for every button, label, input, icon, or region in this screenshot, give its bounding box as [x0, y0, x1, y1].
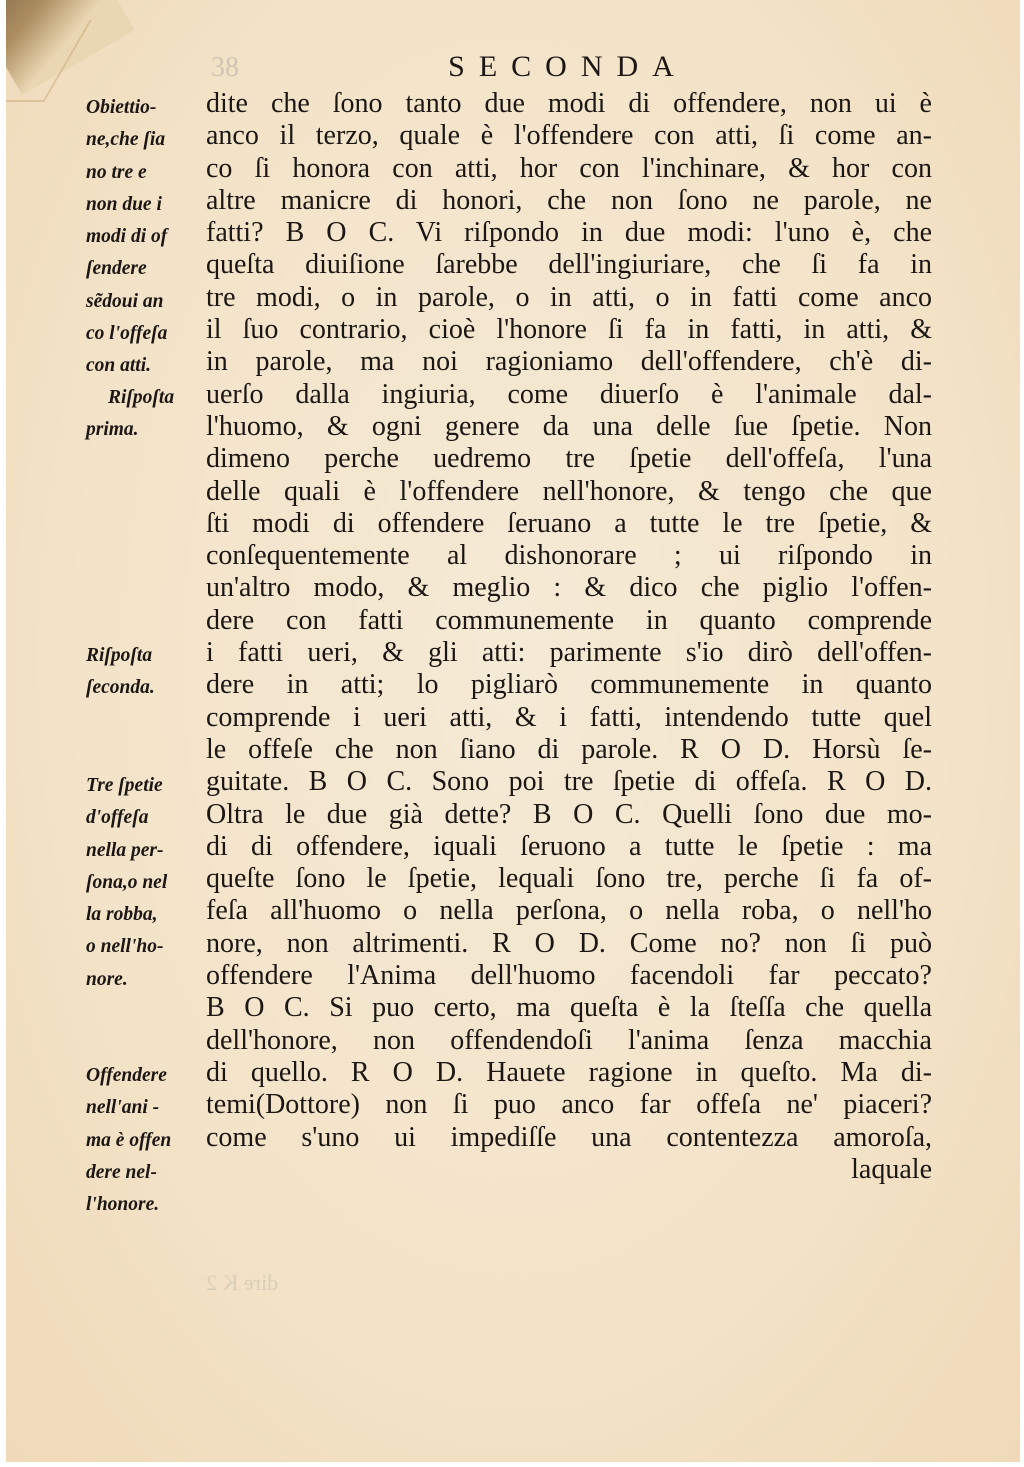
margin-note-line: prima. — [86, 419, 139, 441]
text-line: il ſuo contrario, cioè l'honore ſi fa in fatti, in atti, & — [206, 314, 932, 346]
text-line: in parole, ma noi ragioniamo dell'offendere, ch'è di- — [206, 346, 932, 378]
text-line: comprende i ueri atti, & i fatti, intendendo tutte quel — [206, 701, 932, 733]
text-line: queſte ſono le ſpetie, lequali ſono tre, perche ſi fa of- — [206, 863, 932, 895]
margin-note-line: l'honore. — [86, 1194, 160, 1216]
text-line: un'altro modo, & meglio : & dico che piglio l'offen- — [206, 572, 932, 604]
text-line: di di offendere, iquali ſeruono a tutte le ſpetie : ma — [206, 830, 932, 862]
text-line: delle quali è l'offendere nell'honore, & tengo che que — [206, 475, 932, 507]
margin-note-line: nell'ani - — [86, 1097, 160, 1119]
text-line: uerſo dalla ingiuria, come diuerſo è l'animale dal- — [206, 378, 932, 410]
text-line: conſequentemente al dishonorare ; ui riſpondo in — [206, 540, 932, 572]
catchword: laquale — [851, 1153, 932, 1185]
text-line: altre manicre di honori, che non ſono ne parole, ne — [206, 184, 932, 216]
margin-note-first-answer — [86, 382, 198, 447]
margin-note-three-species — [86, 770, 198, 996]
text-line: come s'uno ui impediſſe una contentezza amoroſa, — [206, 1121, 932, 1153]
running-title: SECONDA — [448, 50, 688, 83]
margin-note-line: la robba, — [86, 904, 158, 926]
text-line: dere con fatti communemente in quanto comprende — [206, 604, 932, 636]
margin-note-line: Offendere — [86, 1065, 167, 1086]
text-line: dere in atti; lo pigliarò communemente in quanto — [206, 669, 932, 701]
text-line: temi(Dottore) non ſi puo anco far offeſa ne' piaceri? — [206, 1089, 932, 1121]
margin-note-line: dere nel- — [86, 1161, 157, 1183]
margin-note-line: nore. — [86, 968, 128, 990]
show-through-page-number: 38 — [211, 52, 239, 83]
text-line: dimeno perche uedremo tre ſpetie dell'offeſa, l'una — [206, 443, 932, 475]
text-line: nore, non altrimenti. R O D. Come no? non ſi può — [206, 927, 932, 959]
show-through-footer: dire K 2 — [206, 1270, 279, 1295]
margin-note-second-answer — [86, 640, 198, 705]
text-line: queſta diuiſione ſarebbe dell'ingiuriare, che ſi fa in — [206, 249, 932, 281]
text-line: di quello. R O D. Hauete ragione in queſto. Ma di- — [206, 1056, 932, 1088]
margin-note-line: nella per- — [86, 839, 164, 861]
margin-note-line: ſona,o nel — [86, 871, 168, 893]
text-line: offendere l'Anima dell'huomo facendoli far peccato? — [206, 960, 932, 992]
margin-note-line: o nell'ho- — [86, 936, 164, 958]
text-line: anco il terzo, quale è l'offendere con atti, ſi come an- — [206, 120, 932, 152]
text-line: B O C. Si puo certo, ma queſta è la ſteſſa che quella — [206, 992, 932, 1024]
margin-note-line: Riſpoſta — [108, 387, 175, 408]
margin-note-line: Obiettio- — [86, 97, 157, 118]
text-line: l'huomo, & ogni genere da una delle ſue ſpetie. Non — [206, 410, 932, 442]
margin-note-offend-soul — [86, 1060, 198, 1221]
margin-note-line: d'offeſa — [86, 807, 149, 829]
text-line: dite che ſono tanto due modi di offendere, non ui è — [206, 88, 932, 119]
text-line: i fatti ueri, & gli atti: parimente s'io dirò dell'offen- — [206, 637, 932, 669]
margin-note-line: Riſpoſta — [86, 645, 153, 666]
text-line: le offeſe che non ſiano di parole. R O D. Horsù ſe- — [206, 733, 932, 765]
margin-note-line: ne,che ſia — [86, 129, 166, 151]
margin-note-line: ſeconda. — [86, 677, 155, 699]
book-page — [6, 0, 1020, 1462]
margin-note-line: con atti. — [86, 355, 152, 377]
text-line: Oltra le due già dette? B O C. Quelli ſono due mo- — [206, 798, 932, 830]
margin-note-objection — [86, 92, 198, 383]
text-line: co ſi honora con atti, hor con l'inchinare, & hor con — [206, 152, 932, 184]
margin-note-line: sẽdoui an — [86, 290, 164, 312]
margin-note-line: no tre e — [86, 161, 147, 183]
margin-note-line: ma è offen — [86, 1129, 172, 1151]
text-line: guitate. B O C. Sono poi tre ſpetie di offeſa. R O D. — [206, 766, 932, 798]
margin-note-line: Tre ſpetie — [86, 775, 163, 796]
text-line: feſa all'huomo o nella perſona, o nella roba, o nell'ho — [206, 895, 932, 927]
margin-note-line: modi di of — [86, 226, 168, 248]
body-text — [206, 88, 932, 1186]
text-line: ſti modi di offendere ſeruano a tutte le tre ſpetie, & — [206, 507, 932, 539]
margin-note-line: non due i — [86, 193, 162, 215]
text-line: tre modi, o in parole, o in atti, o in fatti come anco — [206, 281, 932, 313]
margin-note-line: co l'offeſa — [86, 323, 168, 345]
text-line: fatti? B O C. Vi riſpondo in due modi: l'uno è, che — [206, 217, 932, 249]
margin-note-line: ſendere — [86, 258, 147, 280]
text-line: dell'honore, non offendendoſi l'anima ſenza macchia — [206, 1024, 932, 1056]
